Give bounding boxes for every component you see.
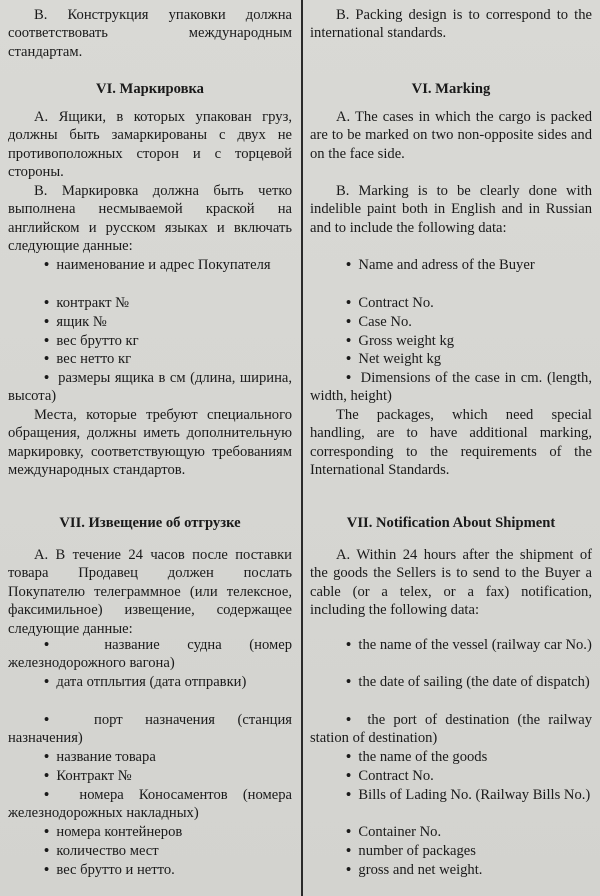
bullet-icon: • (346, 333, 352, 349)
ru-notification-item: • порт назначения (станция назначения) (8, 712, 292, 747)
en-notification-item: • number of packages (346, 843, 476, 859)
en-marking-item: • Case No. (346, 314, 412, 330)
bullet-icon: • (44, 637, 50, 653)
en-marking-item: • Gross weight kg (346, 333, 455, 349)
bullet-icon: • (346, 370, 352, 386)
bullet-icon: • (346, 787, 352, 803)
ru-notification-item: • номера Коносаментов (номера железнодорожных накладных) (8, 787, 292, 822)
bullet-icon: • (44, 862, 50, 878)
russian-column (8, 0, 292, 896)
ru-marking-item: • размеры ящика в см (длина, ширина, высота) (8, 370, 292, 405)
english-column (310, 0, 592, 896)
bullet-icon: • (44, 674, 50, 690)
bullet-icon: • (346, 824, 352, 840)
bullet-icon: • (44, 768, 50, 784)
bullet-icon: • (44, 749, 50, 765)
bullet-icon: • (44, 257, 50, 273)
bullet-icon: • (346, 749, 352, 765)
ru-packing-design-paragraph: В. Конструкция упаковки должна соответствовать международным стандартам. (8, 7, 292, 60)
bullet-icon: • (44, 314, 50, 330)
en-notification-a-paragraph: A. Within 24 hours after the shipment of the goods the Sellers is to send to the Buyer a cable (or a telex, or a fax) notification, including the following data: (310, 547, 592, 619)
ru-marking-b-paragraph: В. Маркировка должна быть четко выполнена несмываемой краской на английском и русском языках и включать следующие данные: (8, 183, 292, 255)
bullet-icon: • (346, 712, 352, 728)
bullet-icon: • (44, 787, 50, 803)
en-notification-item: • the name of the goods (346, 749, 488, 765)
bullet-icon: • (346, 768, 352, 784)
bullet-icon: • (346, 295, 352, 311)
ru-marking-item: • вес брутто кг (44, 333, 139, 349)
ru-notification-item: • количество мест (44, 843, 159, 859)
ru-marking-item: • наименование и адрес Покупателя (44, 257, 271, 273)
ru-notification-item: • вес брутто и нетто. (44, 862, 175, 878)
ru-notification-item: • номера контейнеров (44, 824, 183, 840)
bullet-icon: • (346, 862, 352, 878)
en-marking-b-paragraph: B. Marking is to be clearly done with indelible paint both in English and in Russian and to include the following data: (310, 183, 592, 236)
ru-notification-item: • дата отплытия (дата отправки) (44, 674, 247, 690)
en-marking-item: • Dimensions of the case in cm. (length, width, height) (310, 370, 592, 405)
en-special-handling-paragraph: The packages, which need special handling, are to have additional marking, corresponding to the requirements of the International Standards. (310, 407, 592, 479)
bullet-icon: • (346, 843, 352, 859)
ru-notification-item: • название товара (44, 749, 156, 765)
bullet-icon: • (44, 824, 50, 840)
en-notification-item: • the name of the vessel (railway car No.) (346, 637, 592, 653)
en-marking-a-paragraph: A. The cases in which the cargo is packed are to be marked on two non-opposite sides and on the face side. (310, 109, 592, 162)
ru-marking-item: • контракт № (44, 295, 130, 311)
ru-marking-item: • вес нетто кг (44, 351, 132, 367)
bullet-icon: • (44, 370, 50, 386)
bullet-icon: • (346, 351, 352, 367)
ru-special-handling-paragraph: Места, которые требуют специального обращения, должны иметь дополнительную маркировку, соответствующую требованиям международных стандартов. (8, 407, 292, 479)
ru-notification-heading: VII. Извещение об отгрузке (59, 515, 241, 531)
en-packing-design-paragraph: B. Packing design is to correspond to the international standards. (310, 7, 592, 42)
bullet-icon: • (346, 637, 352, 653)
ru-marking-item: • ящик № (44, 314, 107, 330)
ru-marking-a-paragraph: А. Ящики, в которых упакован груз, должны быть замаркированы с двух не противоположных сторон и с торцевой стороны. (8, 109, 292, 181)
bullet-icon: • (346, 674, 352, 690)
bullet-icon: • (346, 257, 352, 273)
en-notification-item: • gross and net weight. (346, 862, 483, 878)
en-notification-heading: VII. Notification About Shipment (346, 515, 556, 531)
en-marking-heading: VI. Marking (411, 81, 491, 97)
bullet-icon: • (44, 351, 50, 367)
ru-marking-heading: VI. Маркировка (96, 81, 204, 97)
column-divider (301, 0, 303, 896)
en-marking-item: • Name and adress of the Buyer (346, 257, 535, 273)
bullet-icon: • (44, 295, 50, 311)
en-notification-item: • the date of sailing (the date of dispatch) (346, 674, 590, 690)
en-notification-item: • Bills of Lading No. (Railway Bills No.) (346, 787, 591, 803)
en-marking-item: • Contract No. (346, 295, 434, 311)
bullet-icon: • (44, 712, 50, 728)
ru-notification-item: • название судна (номер железнодорожного вагона) (8, 637, 292, 672)
ru-notification-a-paragraph: А. В течение 24 часов после поставки товара Продавец должен послать Покупателю телеграммное (или телексное, факсимильное) извещение, содержащее следующие данные: (8, 547, 292, 637)
bullet-icon: • (44, 333, 50, 349)
en-notification-item: • Contract No. (346, 768, 434, 784)
bullet-icon: • (346, 314, 352, 330)
ru-notification-item: • Контракт № (44, 768, 132, 784)
en-notification-item: • the port of destination (the railway station of destination) (310, 712, 592, 747)
bullet-icon: • (44, 843, 50, 859)
en-marking-item: • Net weight kg (346, 351, 442, 367)
en-notification-item: • Container No. (346, 824, 442, 840)
